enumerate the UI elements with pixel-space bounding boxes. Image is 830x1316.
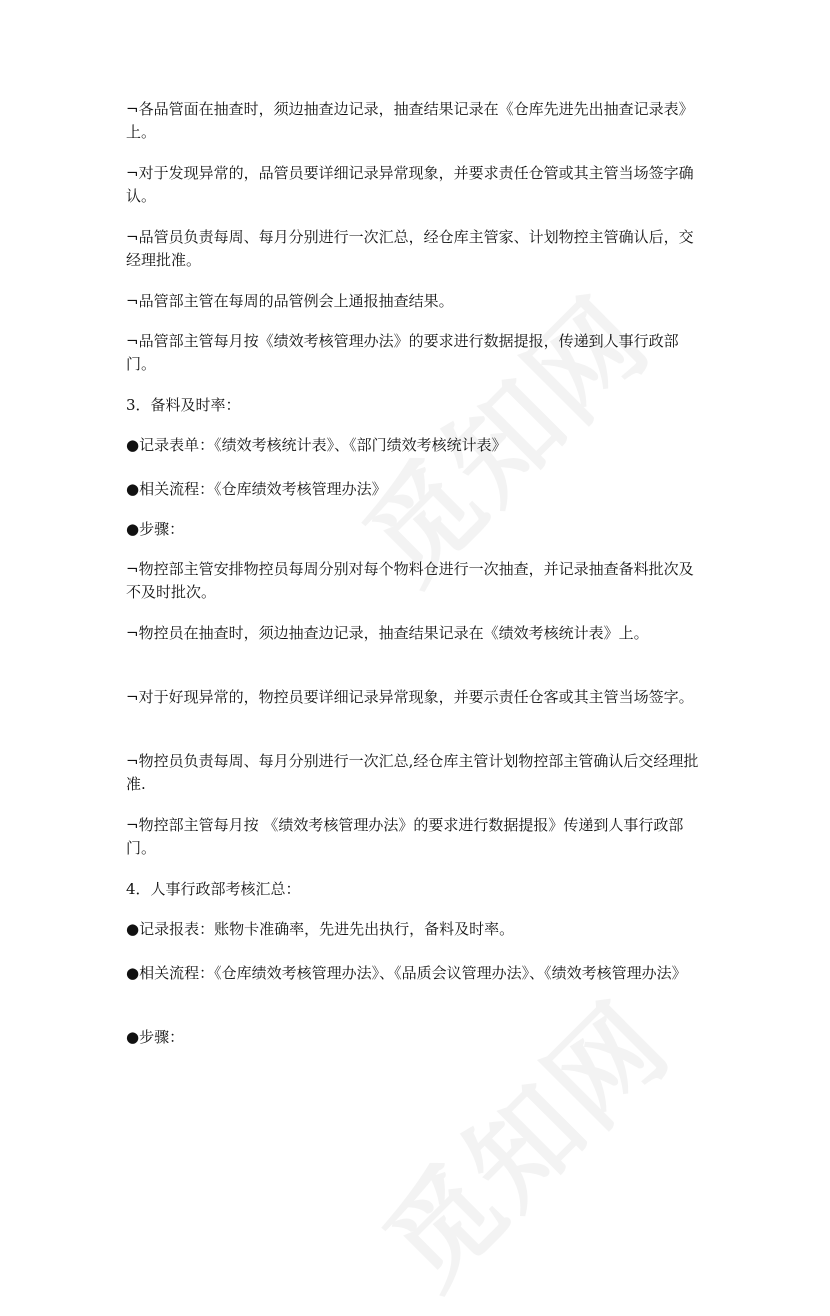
paragraph-weekly-summary: ¬品管员负责每周、每月分别进行一次汇总，经仓库主管家、计划物控主管确认后，交经理批准。 — [126, 228, 694, 269]
steps-label: ●步骤： — [126, 520, 185, 538]
paragraph-abnormal-sign: ¬对于好现异常的，物控员要详细记录异常现象，并要示责任仓客或其主管当场签字。 — [126, 688, 694, 706]
paragraph-sampling-record: ¬各品管面在抽查时，须边抽查边记录，抽查结果记录在《仓库先进先出抽查记录表》上。 — [126, 100, 694, 141]
related-process-item: ●相关流程：《仓库绩效考核管理办法》 — [126, 480, 387, 498]
paragraph-weekly-meeting: ¬品管部主管在每周的品管例会上通报抽查结果。 — [126, 292, 454, 310]
watermark-bottom — [344, 962, 698, 1316]
related-processes-item: ●相关流程：《仓库绩效考核管理办法》、《品质会议管理办法》、《绩效考核管理办法》 — [126, 964, 687, 982]
paragraph-monthly-report: ¬品管部主管每月按《绩效考核管理办法》的要求进行数据提报，传递到人事行政部门。 — [126, 332, 679, 373]
paragraph-inspection-record: ¬物控员在抽查时，须边抽查边记录，抽查结果记录在《绩效考核统计表》上。 — [126, 624, 649, 642]
paragraph-data-submit: ¬物控部主管每月按 《绩效考核管理办法》的要求进行数据提报》传递到人事行政部门。 — [126, 816, 684, 857]
steps-label-2: ●步骤： — [126, 1028, 185, 1046]
paragraph-summary-approval: ¬物控员负责每周、每月分别进行一次汇总,经仓库主管计划物控部主管确认后交经理批准. — [126, 752, 699, 793]
paragraph-abnormal-record: ¬对于发现异常的，品管员要详细记录异常现象，并要求责任仓管或其主管当场签字确认。 — [126, 164, 694, 205]
paragraph-weekly-inspection: ¬物控部主管安排物控员每周分别对每个物料仓进行一次抽查，并记录抽查备料批次及不及时批次。 — [126, 560, 694, 601]
record-forms-item: ●记录表单：《绩效考核统计表》、《部门绩效考核统计表》 — [126, 436, 507, 454]
section-heading-3: 3．备料及时率： — [126, 396, 241, 414]
record-reports-item: ●记录报表：账物卡准确率，先进先出执行，备料及时率。 — [126, 920, 515, 938]
section-heading-4: 4．人事行政部考核汇总： — [126, 880, 301, 898]
